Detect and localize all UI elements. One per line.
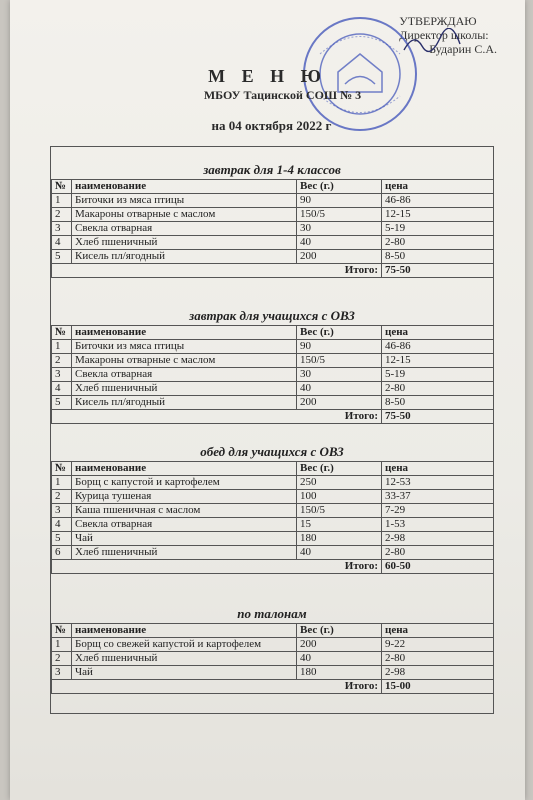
item-number: 1 <box>52 476 72 490</box>
table-row <box>52 222 494 236</box>
item-weight: 40 <box>297 546 382 560</box>
item-price: 12-15 <box>382 354 494 368</box>
table-header-row <box>52 180 494 194</box>
total-value: 60-50 <box>382 560 494 574</box>
item-price: 2-80 <box>382 382 494 396</box>
item-weight: 40 <box>297 382 382 396</box>
item-name: Свекла отварная <box>72 518 297 532</box>
item-price: 2-98 <box>382 532 494 546</box>
item-number: 4 <box>52 382 72 396</box>
item-number: 1 <box>52 194 72 208</box>
section-title: по талонам <box>237 606 307 621</box>
table-header-row <box>52 624 494 638</box>
table-row <box>52 354 494 368</box>
table-row <box>52 490 494 504</box>
item-number: 2 <box>52 208 72 222</box>
item-price: 8-50 <box>382 396 494 410</box>
menu-date: на 04 октября 2022 г <box>211 118 332 133</box>
item-number: 3 <box>52 666 72 680</box>
table-row <box>52 396 494 410</box>
item-price: 46-86 <box>382 340 494 354</box>
menu-table <box>51 325 494 424</box>
item-number: 1 <box>52 638 72 652</box>
item-price: 8-50 <box>382 250 494 264</box>
table-row <box>52 666 494 680</box>
table-row <box>52 250 494 264</box>
item-weight: 90 <box>297 194 382 208</box>
item-name: Хлеб пшеничный <box>72 652 297 666</box>
item-number: 5 <box>52 532 72 546</box>
column-header-num: № <box>52 326 72 340</box>
item-price: 12-53 <box>382 476 494 490</box>
column-header-price: цена <box>382 624 494 638</box>
item-name: Кисель пл/ягодный <box>72 250 297 264</box>
item-price: 2-98 <box>382 666 494 680</box>
item-name: Макароны отварные с маслом <box>72 208 297 222</box>
column-header-weight: Вес (г.) <box>297 180 382 194</box>
item-weight: 100 <box>297 490 382 504</box>
item-price: 12-15 <box>382 208 494 222</box>
signature <box>402 28 462 58</box>
item-price: 2-80 <box>382 652 494 666</box>
item-weight: 180 <box>297 532 382 546</box>
item-weight: 200 <box>297 250 382 264</box>
total-label: Итого: <box>52 680 382 694</box>
item-weight: 150/5 <box>297 504 382 518</box>
item-number: 4 <box>52 518 72 532</box>
item-name: Борщ со свежей капустой и картофелем <box>72 638 297 652</box>
table-row <box>52 518 494 532</box>
item-weight: 200 <box>297 638 382 652</box>
section-title: обед для учащихся с ОВЗ <box>200 444 344 459</box>
menu-table <box>51 623 494 694</box>
table-header-row <box>52 326 494 340</box>
item-number: 4 <box>52 236 72 250</box>
table-row <box>52 194 494 208</box>
item-number: 5 <box>52 250 72 264</box>
column-header-weight: Вес (г.) <box>297 462 382 476</box>
table-row <box>52 340 494 354</box>
approval-name: Бударин С.А. <box>429 42 497 56</box>
item-weight: 150/5 <box>297 208 382 222</box>
table-row <box>52 208 494 222</box>
column-header-name: наименование <box>72 326 297 340</box>
item-weight: 15 <box>297 518 382 532</box>
column-header-price: цена <box>382 180 494 194</box>
menu-section <box>51 307 493 424</box>
total-value: 15-00 <box>382 680 494 694</box>
column-header-name: наименование <box>72 462 297 476</box>
total-value: 75-50 <box>382 264 494 278</box>
table-row <box>52 504 494 518</box>
item-number: 6 <box>52 546 72 560</box>
item-price: 9-22 <box>382 638 494 652</box>
column-header-name: наименование <box>72 180 297 194</box>
item-weight: 150/5 <box>297 354 382 368</box>
column-header-num: № <box>52 624 72 638</box>
item-price: 5-19 <box>382 368 494 382</box>
total-row <box>52 680 494 694</box>
item-name: Свекла отварная <box>72 222 297 236</box>
item-name: Кисель пл/ягодный <box>72 396 297 410</box>
item-number: 3 <box>52 222 72 236</box>
school-name: МБОУ Тацинской СОШ № 3 <box>203 88 362 102</box>
item-weight: 90 <box>297 340 382 354</box>
column-header-price: цена <box>382 462 494 476</box>
column-header-num: № <box>52 462 72 476</box>
item-number: 3 <box>52 504 72 518</box>
menu-table <box>51 179 494 278</box>
table-row <box>52 236 494 250</box>
item-price: 7-29 <box>382 504 494 518</box>
item-price: 1-53 <box>382 518 494 532</box>
item-name: Биточки из мяса птицы <box>72 194 297 208</box>
item-name: Хлеб пшеничный <box>72 236 297 250</box>
item-weight: 30 <box>297 368 382 382</box>
total-row <box>52 410 494 424</box>
item-weight: 40 <box>297 652 382 666</box>
item-number: 3 <box>52 368 72 382</box>
total-label: Итого: <box>52 264 382 278</box>
item-price: 2-80 <box>382 236 494 250</box>
column-header-name: наименование <box>72 624 297 638</box>
item-name: Чай <box>72 666 297 680</box>
item-weight: 40 <box>297 236 382 250</box>
item-name: Макароны отварные с маслом <box>72 354 297 368</box>
table-row <box>52 368 494 382</box>
table-header-row <box>52 462 494 476</box>
total-label: Итого: <box>52 410 382 424</box>
total-row <box>52 560 494 574</box>
item-number: 2 <box>52 354 72 368</box>
table-row <box>52 546 494 560</box>
table-row <box>52 638 494 652</box>
item-name: Свекла отварная <box>72 368 297 382</box>
item-price: 2-80 <box>382 546 494 560</box>
item-number: 2 <box>52 490 72 504</box>
item-weight: 200 <box>297 396 382 410</box>
item-name: Чай <box>72 532 297 546</box>
item-price: 5-19 <box>382 222 494 236</box>
menu-sheet <box>10 0 525 800</box>
item-price: 46-86 <box>382 194 494 208</box>
item-name: Каша пшеничная с маслом <box>72 504 297 518</box>
item-weight: 180 <box>297 666 382 680</box>
column-header-price: цена <box>382 326 494 340</box>
column-header-num: № <box>52 180 72 194</box>
item-number: 5 <box>52 396 72 410</box>
table-row <box>52 476 494 490</box>
item-name: Хлеб пшеничный <box>72 546 297 560</box>
section-title: завтрак для учащихся с ОВЗ <box>189 308 355 323</box>
item-number: 2 <box>52 652 72 666</box>
approval-position: Директор школы: <box>399 28 489 42</box>
item-name: Хлеб пшеничный <box>72 382 297 396</box>
item-number: 1 <box>52 340 72 354</box>
menu-table <box>51 461 494 574</box>
total-value: 75-50 <box>382 410 494 424</box>
column-header-weight: Вес (г.) <box>297 326 382 340</box>
menu-section <box>51 605 493 694</box>
approval-title: УТВЕРЖДАЮ <box>399 14 477 28</box>
section-title: завтрак для 1-4 классов <box>203 162 341 177</box>
page-title: М Е Н Ю <box>208 66 327 86</box>
table-row <box>52 532 494 546</box>
menu-frame <box>50 146 494 714</box>
item-weight: 30 <box>297 222 382 236</box>
item-name: Борщ с капустой и картофелем <box>72 476 297 490</box>
total-row <box>52 264 494 278</box>
item-name: Курица тушеная <box>72 490 297 504</box>
table-row <box>52 382 494 396</box>
menu-section <box>51 443 493 574</box>
total-label: Итого: <box>52 560 382 574</box>
column-header-weight: Вес (г.) <box>297 624 382 638</box>
menu-section <box>51 161 493 278</box>
item-weight: 250 <box>297 476 382 490</box>
item-name: Биточки из мяса птицы <box>72 340 297 354</box>
item-price: 33-37 <box>382 490 494 504</box>
table-row <box>52 652 494 666</box>
